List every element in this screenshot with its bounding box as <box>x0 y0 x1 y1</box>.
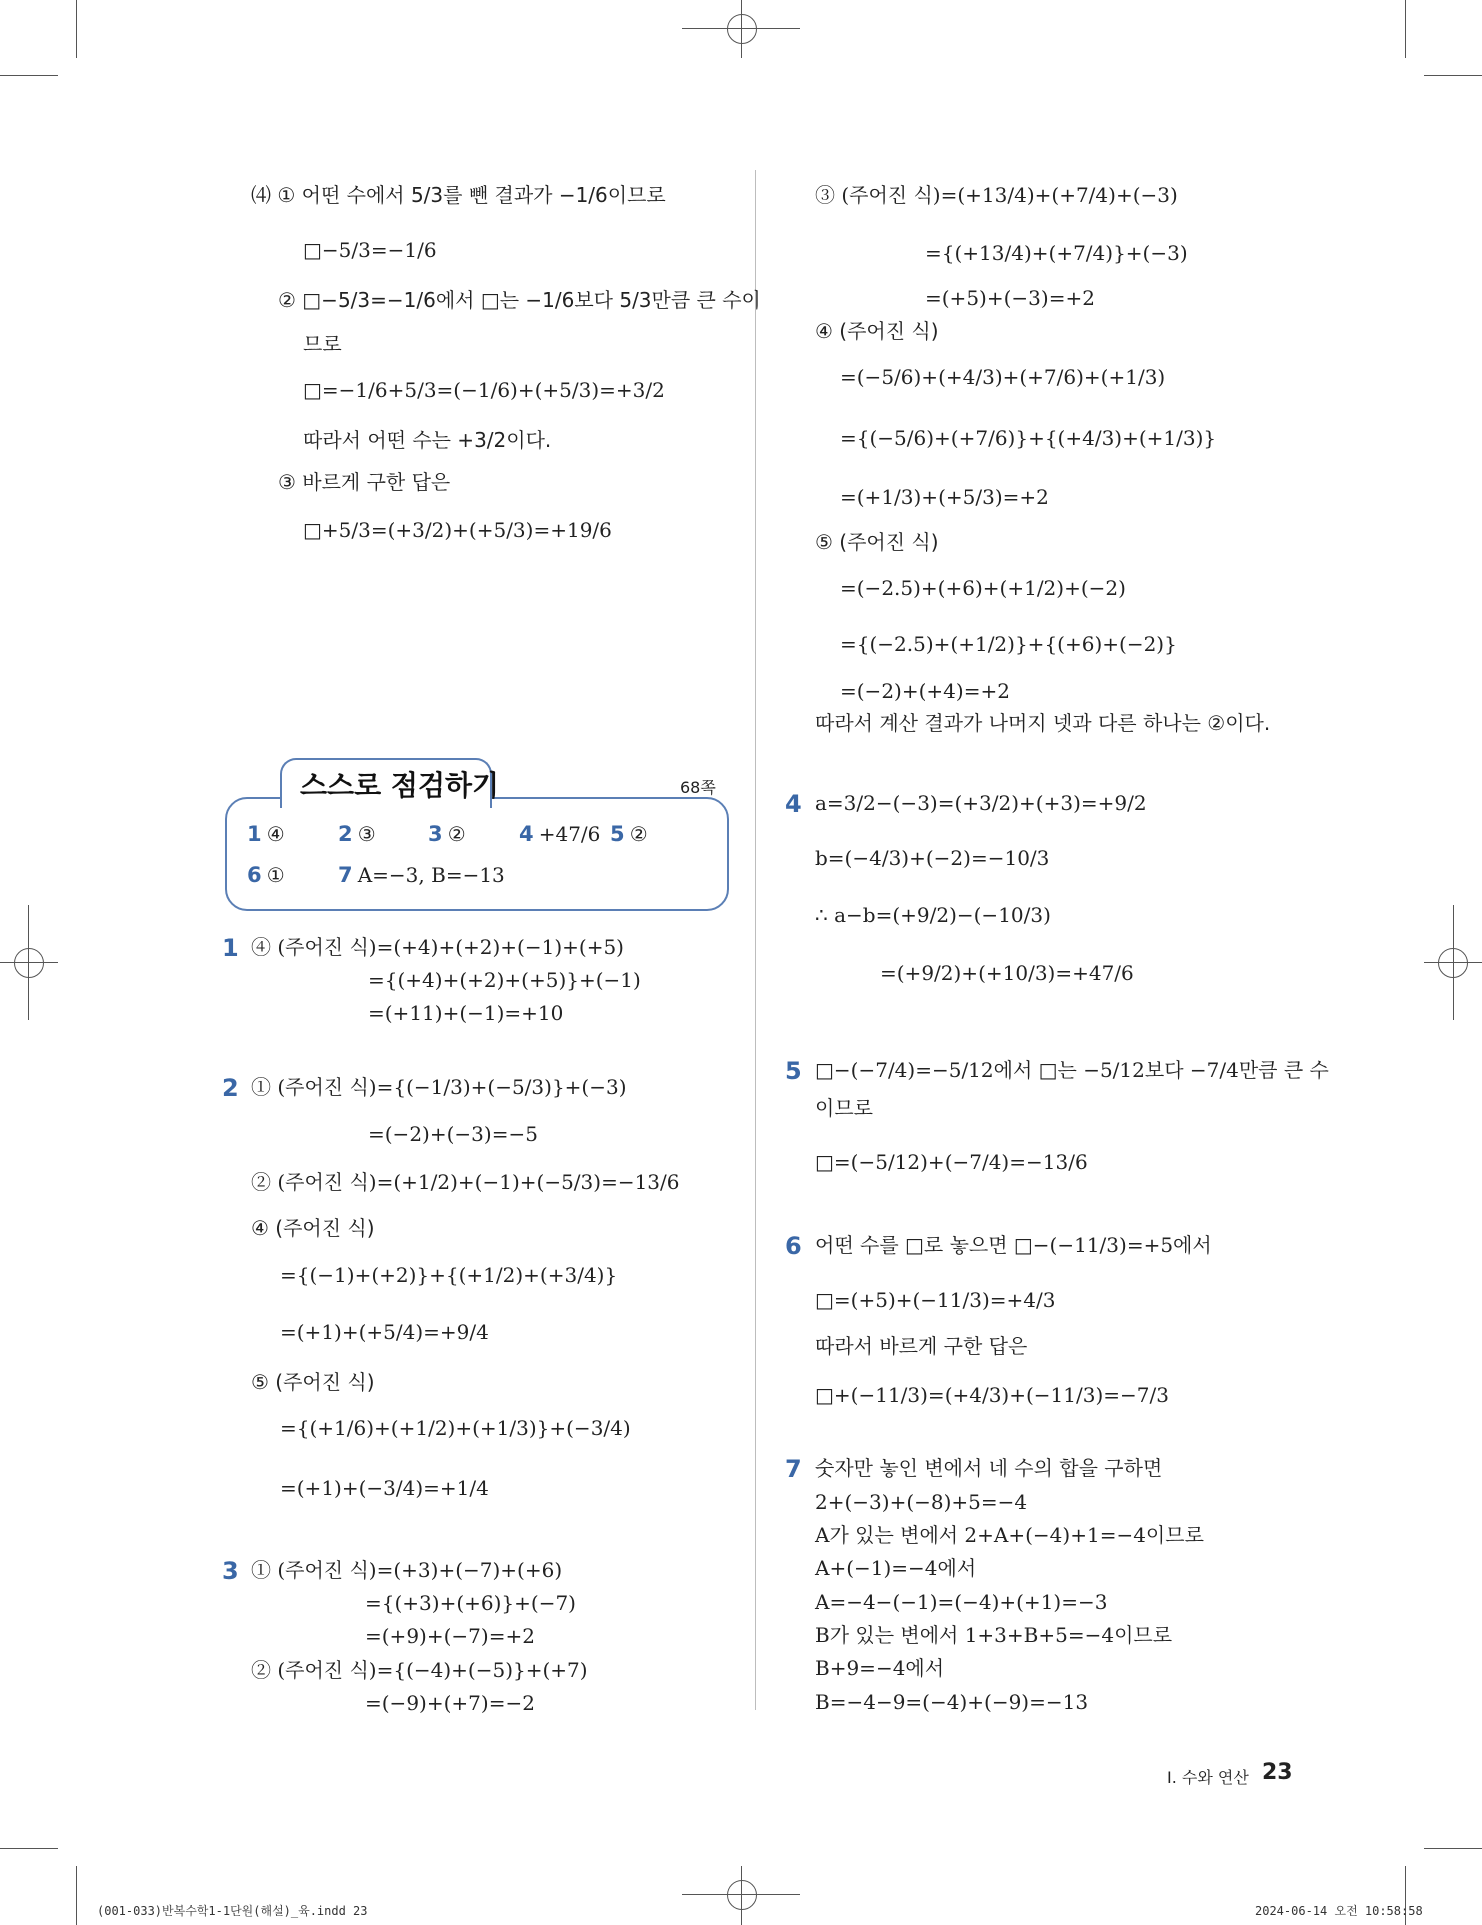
math-line: □−5/3=−1/6 <box>303 238 437 262</box>
file-label: (001-033)반복수학1-1단원(해설)_육.indd 23 <box>97 1904 368 1918</box>
registration-mark <box>14 948 44 978</box>
registration-mark <box>28 905 29 1020</box>
problem-number: 1 <box>222 934 239 962</box>
registration-mark <box>727 14 757 44</box>
math-line: a=3/2−(−3)=(+3/2)+(+3)=+9/2 <box>815 791 1147 815</box>
registration-mark <box>0 962 58 963</box>
text-line: ⑤ (주어진 식) <box>251 1370 375 1394</box>
math-line: □=(+5)+(−11/3)=+4/3 <box>815 1288 1056 1312</box>
registration-mark <box>727 1880 757 1910</box>
math-line: ① (주어진 식)=(+3)+(−7)+(+6) <box>251 1558 563 1582</box>
problem-number: 6 <box>785 1232 802 1260</box>
text-line: 므로 <box>303 332 342 356</box>
answer-item: 2 ③ <box>338 822 376 846</box>
math-line: =(−2)+(−3)=−5 <box>368 1122 538 1146</box>
text-line: ④ (주어진 식) <box>815 319 939 343</box>
text-line: 숫자만 놓인 변에서 네 수의 합을 구하면 <box>815 1456 1163 1480</box>
page-number: 23 <box>1262 1760 1293 1785</box>
crop-mark <box>76 0 77 58</box>
math-line: □+5/3=(+3/2)+(+5/3)=+19/6 <box>303 518 612 542</box>
math-line: =(+9)+(−7)=+2 <box>365 1624 535 1648</box>
math-line: =(+1)+(+5/4)=+9/4 <box>280 1320 489 1344</box>
math-line: 2+(−3)+(−8)+5=−4 <box>815 1490 1028 1514</box>
math-line: =(+11)+(−1)=+10 <box>368 1001 564 1025</box>
answer-item: 7 A=−3, B=−13 <box>338 863 505 887</box>
chapter-label: I. 수와 연산 <box>1167 1768 1249 1787</box>
math-line: ④ (주어진 식)=(+4)+(+2)+(−1)+(+5) <box>251 935 624 959</box>
problem-number: 3 <box>222 1557 239 1585</box>
math-line: □−(−7/4)=−5/12에서 □는 −5/12보다 −7/4만큼 큰 수 <box>815 1058 1329 1082</box>
registration-mark <box>741 1866 742 1925</box>
math-line: □=−1/6+5/3=(−1/6)+(+5/3)=+3/2 <box>303 378 665 402</box>
answer-item: 1 ④ <box>247 822 285 846</box>
answer-panel <box>225 797 729 911</box>
crop-mark <box>0 1848 58 1849</box>
section-title: 스스로 점검하기 <box>300 769 500 802</box>
math-line: =(+1/3)+(+5/3)=+2 <box>840 485 1049 509</box>
column-divider <box>755 170 756 1710</box>
answer-item: 4 +47/6 <box>519 822 601 846</box>
answer-item: 3 ② <box>428 822 466 846</box>
crop-mark <box>1424 1848 1482 1849</box>
math-line: ={(−5/6)+(+7/6)}+{(+4/3)+(+1/3)} <box>840 426 1217 450</box>
registration-mark <box>741 0 742 58</box>
text-line: 따라서 바르게 구한 답은 <box>815 1334 1028 1358</box>
crop-mark <box>1424 75 1482 76</box>
text-line: ③ 바르게 구한 답은 <box>278 470 451 494</box>
math-line: ={(+13/4)+(+7/4)}+(−3) <box>925 241 1188 265</box>
registration-mark <box>1453 905 1454 1020</box>
text-line: ② □−5/3=−1/6에서 □는 −1/6보다 5/3만큼 큰 수이 <box>278 288 761 312</box>
math-line: =(+9/2)+(+10/3)=+47/6 <box>880 961 1134 985</box>
crop-mark <box>76 1866 77 1925</box>
answer-item: 5 ② <box>610 822 648 846</box>
math-line: =(−9)+(+7)=−2 <box>365 1691 535 1715</box>
text-line: ⑤ (주어진 식) <box>815 530 939 554</box>
text-line: 따라서 어떤 수는 +3/2이다. <box>303 428 552 452</box>
problem-number: 5 <box>785 1057 802 1085</box>
problem-number: 7 <box>785 1455 802 1483</box>
math-line: ① (주어진 식)={(−1/3)+(−5/3)}+(−3) <box>251 1075 627 1099</box>
math-line: B가 있는 변에서 1+3+B+5=−4이므로 <box>815 1623 1173 1647</box>
math-line: =(−5/6)+(+4/3)+(+7/6)+(+1/3) <box>840 365 1166 389</box>
text-line: 이므로 <box>815 1096 873 1120</box>
math-line: ={(+3)+(+6)}+(−7) <box>365 1591 576 1615</box>
math-line: □+(−11/3)=(+4/3)+(−11/3)=−7/3 <box>815 1383 1169 1407</box>
math-line: 어떤 수를 □로 놓으면 □−(−11/3)=+5에서 <box>815 1233 1212 1257</box>
problem-number: 2 <box>222 1074 239 1102</box>
text-line: 따라서 계산 결과가 나머지 넷과 다른 하나는 ②이다. <box>815 711 1271 735</box>
math-line: ∴ a−b=(+9/2)−(−10/3) <box>815 903 1051 927</box>
math-line: B+9=−4에서 <box>815 1656 945 1680</box>
math-line: =(−2)+(+4)=+2 <box>840 679 1010 703</box>
math-line: A=−4−(−1)=(−4)+(+1)=−3 <box>815 1590 1108 1614</box>
problem-number: 4 <box>785 790 802 818</box>
math-line: =(+5)+(−3)=+2 <box>925 286 1095 310</box>
math-line: □=(−5/12)+(−7/4)=−13/6 <box>815 1150 1088 1174</box>
math-line: A+(−1)=−4에서 <box>815 1556 977 1580</box>
math-line: b=(−4/3)+(−2)=−10/3 <box>815 846 1050 870</box>
answer-item: 6 ① <box>247 863 285 887</box>
timestamp-label: 2024-06-14 오전 10:58:58 <box>1255 1904 1423 1918</box>
math-line: ③ (주어진 식)=(+13/4)+(+7/4)+(−3) <box>815 183 1178 207</box>
math-line: ={(+1/6)+(+1/2)+(+1/3)}+(−3/4) <box>280 1416 631 1440</box>
text-line: ④ (주어진 식) <box>251 1216 375 1240</box>
math-line: ={(+4)+(+2)+(+5)}+(−1) <box>368 968 641 992</box>
math-line: =(−2.5)+(+6)+(+1/2)+(−2) <box>840 576 1126 600</box>
math-line: ② (주어진 식)=(+1/2)+(−1)+(−5/3)=−13/6 <box>251 1170 680 1194</box>
math-line: ② (주어진 식)={(−4)+(−5)}+(+7) <box>251 1658 588 1682</box>
math-line: B=−4−9=(−4)+(−9)=−13 <box>815 1690 1089 1714</box>
math-line: ={(−2.5)+(+1/2)}+{(+6)+(−2)} <box>840 632 1177 656</box>
text-line: ⑷ ① 어떤 수에서 5/3를 뺀 결과가 −1/6이므로 <box>251 183 666 207</box>
math-line: A가 있는 변에서 2+A+(−4)+1=−4이므로 <box>815 1523 1204 1547</box>
section-page-ref: 68쪽 <box>680 778 716 797</box>
math-line: ={(−1)+(+2)}+{(+1/2)+(+3/4)} <box>280 1263 618 1287</box>
crop-mark <box>0 75 58 76</box>
math-line: =(+1)+(−3/4)=+1/4 <box>280 1476 489 1500</box>
crop-mark <box>1405 0 1406 58</box>
